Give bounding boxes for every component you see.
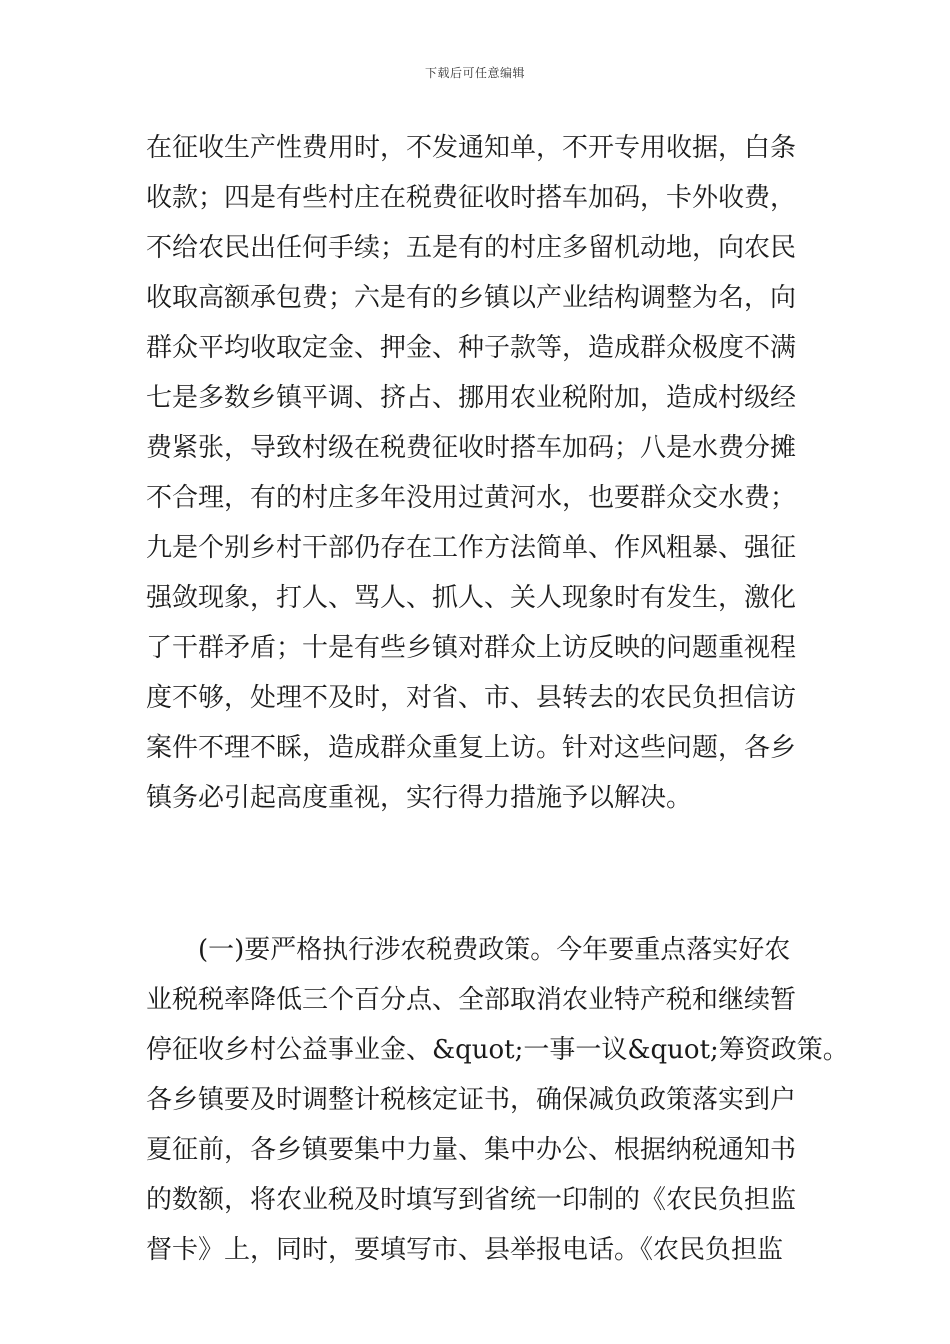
text-line: 镇务必引起高度重视，实行得力措施予以解决。 (146, 783, 693, 813)
text-line: 费紧张，导致村级在税费征收时搭车加码；八是水费分摊 (146, 433, 797, 463)
text-line: 收款；四是有些村庄在税费征收时搭车加码，卡外收费， (146, 183, 797, 213)
text-line: 了干群矛盾；十是有些乡镇对群众上访反映的问题重视程 (146, 633, 797, 663)
text-line: 七是多数乡镇平调、挤占、挪用农业税附加，造成村级经 (146, 383, 797, 413)
paragraph-1 (146, 123, 826, 823)
text-line: 的数额，将农业税及时填写到省统一印制的《农民负担监 (146, 1185, 797, 1215)
paragraph-2 (146, 925, 849, 1275)
page-header-note: 下载后可任意编辑 (424, 66, 525, 80)
text-line: 九是个别乡村干部仍存在工作方法简单、作风粗暴、强征 (146, 533, 797, 563)
text-line: 收取高额承包费；六是有的乡镇以产业结构调整为名，向 (146, 283, 797, 313)
document-body (146, 123, 849, 1275)
text-line: (一)要严格执行涉农税费政策。今年要重点落实好农 (198, 935, 791, 965)
text-line: 夏征前，各乡镇要集中力量、集中办公、根据纳税通知书 (146, 1135, 797, 1165)
text-line: 不给农民出任何手续；五是有的村庄多留机动地，向农民 (146, 233, 797, 263)
text-line: 业税税率降低三个百分点、全部取消农业特产税和继续暂 (146, 985, 797, 1015)
text-line: 督卡》上，同时，要填写市、县举报电话。《农民负担监 (146, 1235, 784, 1265)
paragraph-spacer (146, 823, 826, 925)
text-line: 度不够，处理不及时，对省、市、县转去的农民负担信访 (146, 683, 797, 713)
text-line: 停征收乡村公益事业金、&quot;一事一议&quot;筹资政策。 (146, 1035, 849, 1065)
text-line: 群众平均收取定金、押金、种子款等，造成群众极度不满 (146, 333, 797, 363)
text-line: 各乡镇要及时调整计税核定证书，确保减负政策落实到户 (146, 1085, 797, 1115)
text-line: 强敛现象，打人、骂人、抓人、关人现象时有发生，激化 (146, 583, 797, 613)
text-line: 案件不理不睬，造成群众重复上访。针对这些问题，各乡 (146, 733, 797, 763)
text-line: 不合理，有的村庄多年没用过黄河水，也要群众交水费； (146, 483, 797, 513)
text-line: 在征收生产性费用时，不发通知单，不开专用收据，白条 (146, 133, 797, 163)
